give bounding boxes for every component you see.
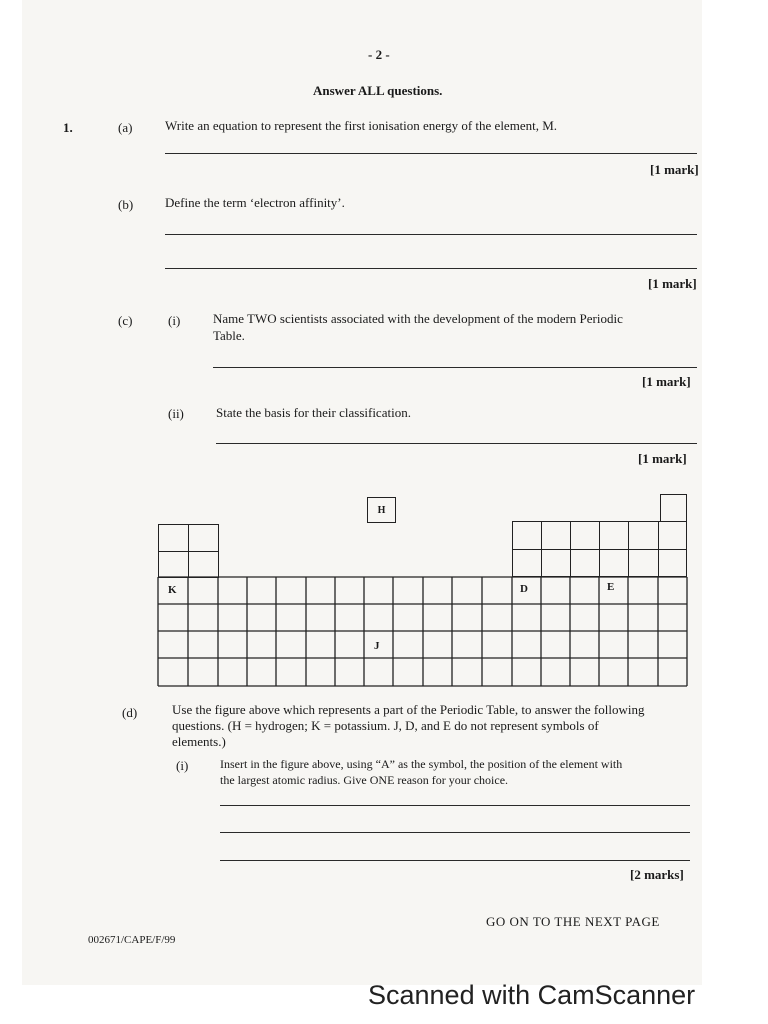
q-c-ii-marks: [1 mark] [638,451,687,466]
q-d-label: (d) [122,705,138,720]
instruction-heading: Answer ALL questions. [313,83,443,98]
q-c-label: (c) [118,313,133,328]
q-c-ii-text: State the basis for their classification. [216,405,411,420]
q-c-ii-label: (ii) [168,406,184,421]
table-cell-H: H [367,497,396,523]
exam-code: 002671/CAPE/F/99 [88,934,176,946]
q-d-text: Use the figure above which represents a part of the Periodic Table, to answer the following [172,702,645,717]
table-label-E: E [607,581,615,593]
q-d-i-text: Insert in the figure above, using “A” as the symbol, the position of the element with [220,757,623,771]
q-d-i-text-cont: the largest atomic radius. Give ONE reason for your choice. [220,773,509,787]
q-b-text: Define the term ‘electron affinity’. [165,195,345,210]
answer-line [220,832,690,833]
table-label-D: D [520,583,528,595]
q-a-label: (a) [118,120,133,135]
question-number: 1. [63,120,73,135]
next-page-note: GO ON TO THE NEXT PAGE [486,914,660,929]
q-c-i-label: (i) [168,313,181,328]
camscanner-watermark: Scanned with CamScanner [368,980,696,1010]
q-d-text-cont2: elements.) [172,734,226,749]
q-d-text-cont: questions. (H = hydrogen; K = potassium. J, D, and E do not represent symbols of [172,718,599,733]
page-number: - 2 - [368,47,390,62]
answer-line [220,805,690,806]
q-b-marks: [1 mark] [648,276,697,291]
table-label-J: J [374,640,380,652]
q-d-i-label: (i) [176,758,189,773]
q-c-i-marks: [1 mark] [642,374,691,389]
q-c-i-text-cont: Table. [213,328,245,343]
q-a-text: Write an equation to represent the first ionisation energy of the element, M. [165,118,558,133]
q-c-i-text: Name TWO scientists associated with the development of the modern Periodic [213,311,623,326]
answer-line [220,860,690,861]
q-a-marks: [1 mark] [650,162,699,177]
q-b-label: (b) [118,197,134,212]
table-label-K: K [168,584,177,596]
q-d-i-marks: [2 marks] [630,867,684,882]
